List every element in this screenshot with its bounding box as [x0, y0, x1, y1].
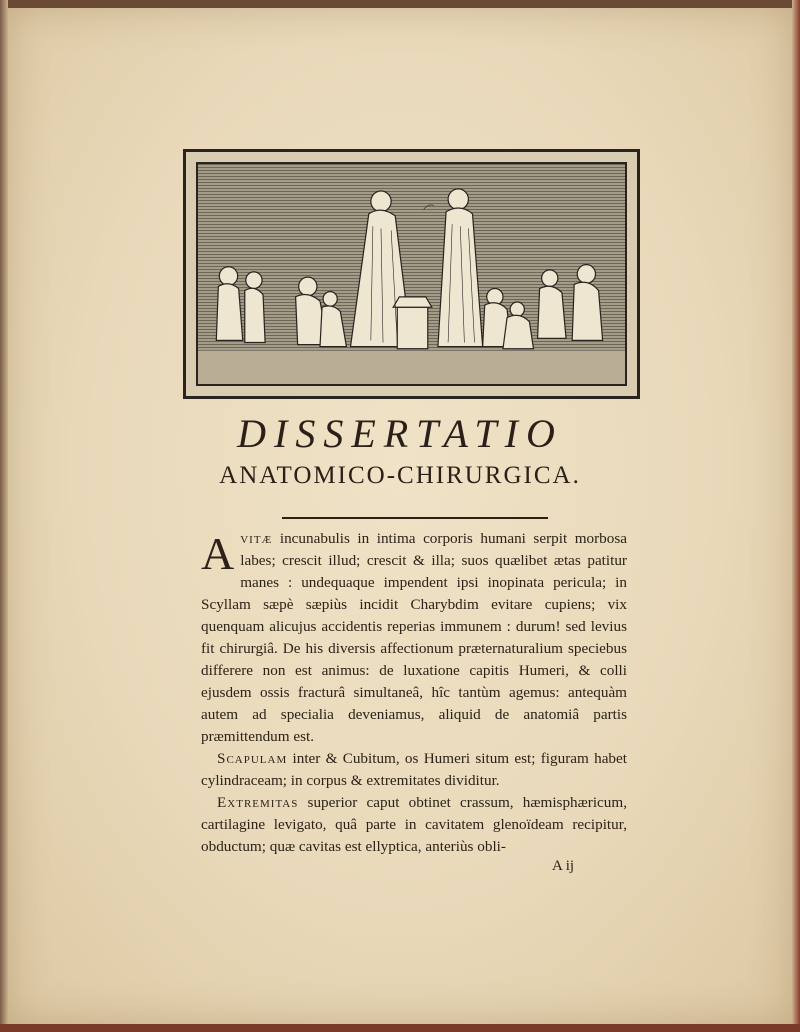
paragraph-3-text: superior caput obtinet crassum, hæmisphæricum, cartilagine levigato, quâ parte in cavitatem glenoïdeam recipitur, obductum; quæ cavitas est ellyptica, anteriùs obli-: [201, 794, 627, 855]
paragraph-1-lead: vitæ: [240, 530, 273, 547]
body-text: [201, 528, 627, 858]
paragraph-2-text: inter & Cubitum, os Humeri situm est; figuram habet cylindraceam; in corpus & extremitates dividitur.: [201, 750, 627, 789]
vignette-figures-icon: [198, 164, 625, 384]
engraved-vignette: [183, 149, 640, 399]
page-top-edge: [0, 0, 800, 8]
paragraph-2-lead: Scapulam: [217, 750, 288, 767]
signature-mark: A ij: [552, 858, 575, 874]
page-right-edge: [792, 0, 800, 1032]
title-sub: ANATOMICO-CHIRURGICA.: [219, 462, 581, 489]
paragraph-3-lead: Extremitas: [217, 794, 299, 811]
title-main: DISSERTATIO: [237, 411, 563, 456]
vignette-scene: [196, 162, 627, 386]
paragraph-2: [201, 748, 627, 792]
title-rule: [282, 517, 548, 519]
paragraph-3: [201, 792, 627, 858]
drop-cap: A: [201, 528, 235, 579]
paragraph-1: [201, 528, 627, 748]
page-bottom-edge: [0, 1024, 800, 1032]
paragraph-1-text: incunabulis in intima corporis humani serpit morbosa labes; crescit illud; crescit & illa; suos quælibet ætas patitur manes : undequaque impendent ipsi inopinata pericula; in Scyllam sæpè sæpiùs incidit Charybdim evitare cupiens; vix quenquam alicujus accidentis reperias immunem : durum! sed levius fit chirurgiâ. De his diversis affectionum præternaturalium speciebus differere non est animus: de luxatione capitis Humeri, & colli ejusdem ossis fracturâ simultaneâ, hîc tantùm agemus: antequàm autem ad specialia deveniamus, aliquid de anatomiâ partis præmittendum est.: [201, 530, 627, 745]
page-left-edge: [0, 0, 8, 1032]
